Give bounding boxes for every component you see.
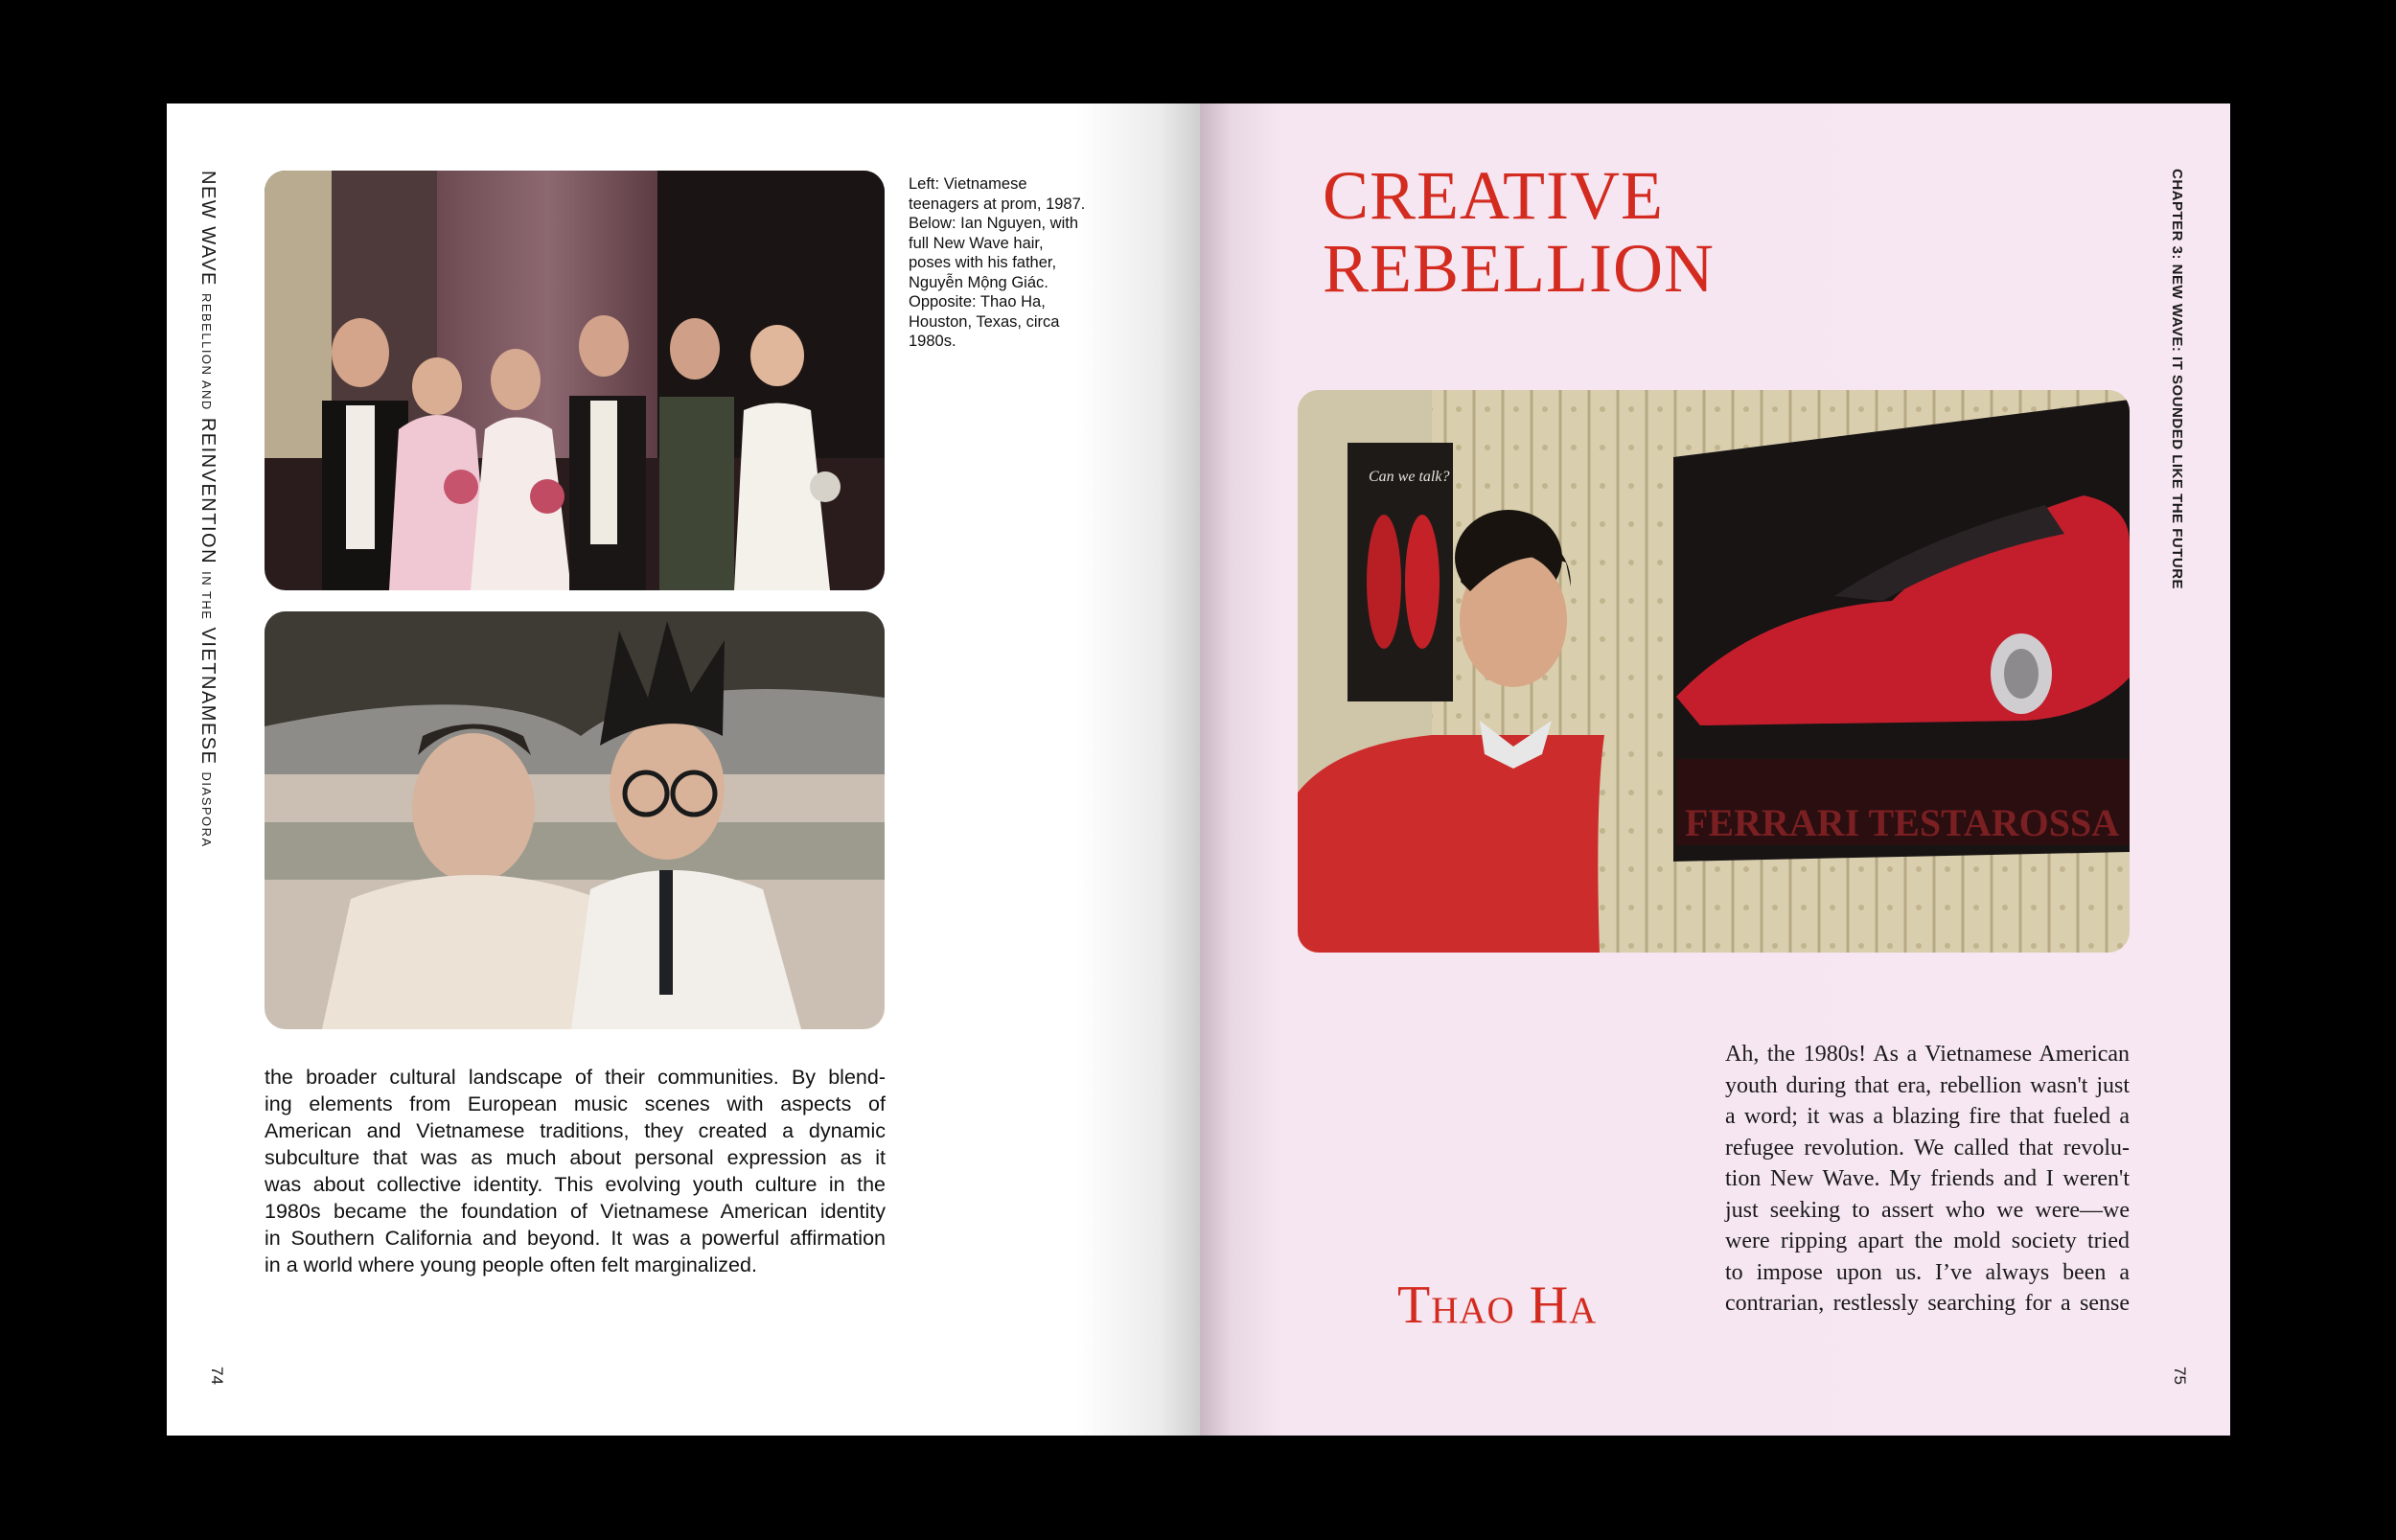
text-line: subculture that was as much about personal expression as it	[265, 1146, 886, 1169]
running-head-part: NEW WAVE	[197, 171, 219, 287]
running-head-part: VIETNAMESE	[197, 627, 219, 766]
poster-text-ferrari: FERRARI TESTAROSSA	[1685, 801, 2120, 844]
left-running-head	[196, 171, 219, 848]
prom-photo	[265, 171, 885, 590]
running-head-part: DIASPORA	[199, 771, 214, 848]
text-line: the broader cultural landscape of their communities. By blend-	[265, 1066, 886, 1089]
poster-text-can-we-talk: Can we talk?	[1369, 469, 1450, 485]
text-line: in Southern California and beyond. It was a powerful affirmation	[265, 1227, 886, 1250]
text-line: just seeking to assert who we were—we	[1725, 1197, 2130, 1223]
caption-line: teenagers at prom, 1987.	[909, 195, 1086, 213]
text-line: to impose upon us. I’ve always been a	[1725, 1259, 2130, 1285]
father-son-photo	[265, 611, 885, 1029]
text-line: Ah, the 1980s! As a Vietnamese American	[1725, 1042, 2130, 1067]
caption-line: poses with his father,	[909, 254, 1057, 271]
text-line: 1980s became the foundation of Vietnamese American identity	[265, 1200, 886, 1223]
text-line: contrarian, restlessly searching for a sense	[1725, 1291, 2130, 1316]
title-line: REBELLION	[1323, 230, 1715, 307]
text-line: refugee revolution. We called that revolu-	[1725, 1135, 2130, 1161]
text-line: American and Vietnamese traditions, they created a dynamic	[265, 1119, 886, 1142]
photo-caption	[909, 174, 1100, 352]
text-line: was about collective identity. This evolving youth culture in the	[265, 1173, 886, 1196]
thao-ha-photo	[1298, 390, 2130, 953]
page-number-right: 75	[2171, 1367, 2189, 1385]
text-line: were ripping apart the mold society tried	[1725, 1229, 2130, 1253]
text-line: tion New Wave. My friends and I weren't	[1725, 1166, 2130, 1191]
caption-line: Opposite: Thao Ha,	[909, 293, 1046, 310]
caption-line: full New Wave hair,	[909, 234, 1044, 252]
author-name: Thao Ha	[1397, 1276, 1598, 1335]
title-line: CREATIVE	[1323, 157, 1664, 234]
right-running-head: CHAPTER 3: NEW WAVE: IT SOUNDED LIKE THE FUTURE	[2169, 169, 2185, 590]
running-head-part: REINVENTION	[197, 417, 219, 565]
running-head-part: REBELLION AND	[199, 292, 214, 411]
caption-line: 1980s.	[909, 333, 956, 350]
text-line: a word; it was a blazing fire that fueled a	[1725, 1104, 2130, 1129]
caption-line: Nguyễn Mộng Giác.	[909, 273, 1048, 291]
left-body-text	[265, 1064, 886, 1278]
chapter-title	[1323, 159, 1715, 305]
running-head-part: IN THE	[199, 571, 214, 621]
page-number-left: 74	[208, 1367, 226, 1385]
text-line: in a world where young people often felt marginalized.	[265, 1253, 757, 1276]
caption-line: Below: Ian Nguyen, with	[909, 215, 1079, 232]
caption-line: Left: Vietnamese	[909, 175, 1027, 193]
text-line: youth during that era, rebellion wasn't just	[1725, 1072, 2130, 1098]
right-body-text	[1725, 1039, 2130, 1320]
text-line: ing elements from European music scenes with aspects of	[265, 1092, 886, 1115]
caption-line: Houston, Texas, circa	[909, 312, 1060, 331]
